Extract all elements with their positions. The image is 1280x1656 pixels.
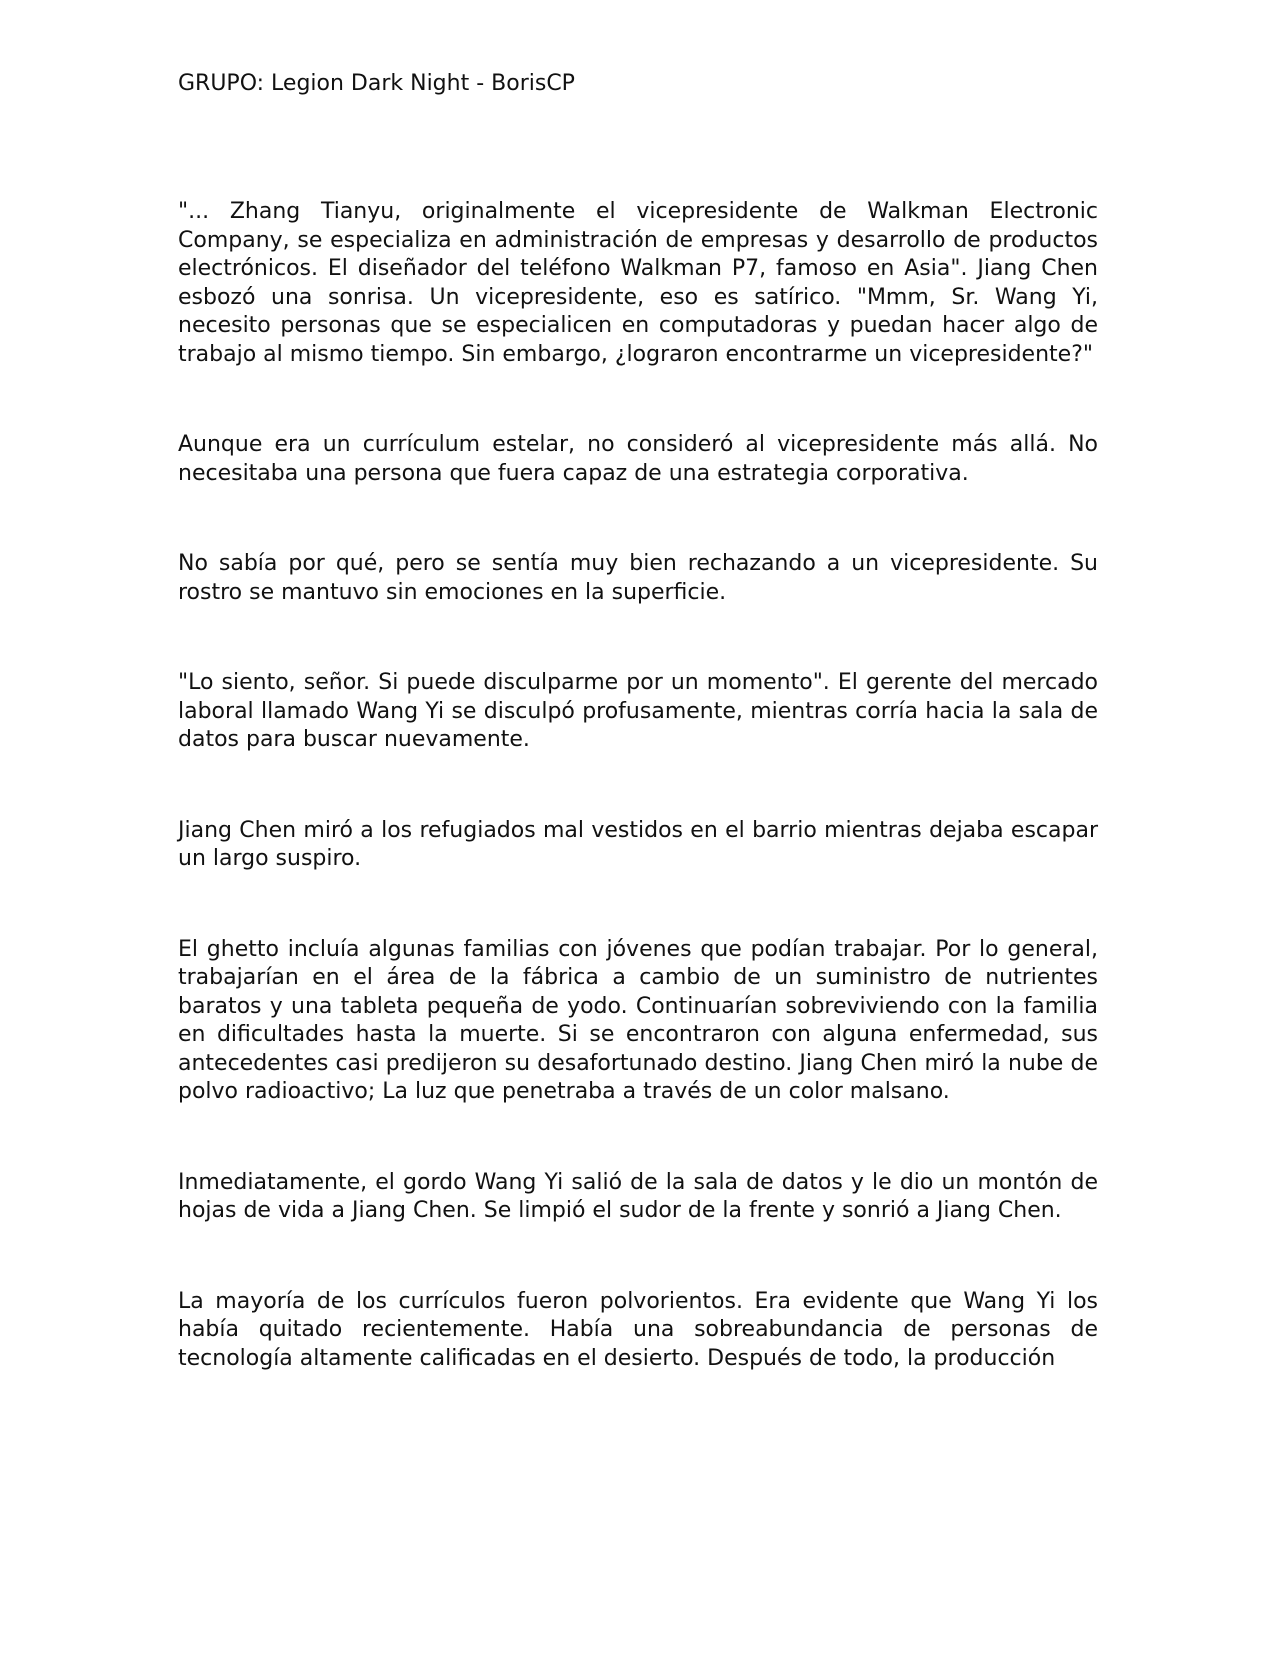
group-header: GRUPO: Legion Dark Night - BorisCP bbox=[178, 71, 575, 96]
document-body bbox=[178, 198, 1098, 1373]
paragraph: "... Zhang Tianyu, originalmente el vicepresidente de Walkman Electronic Company, se especializa en administración de empresas y desarrollo de productos electrónicos. El diseñador del teléfono Walkman P7, famoso en Asia". Jiang Chen esbozó una sonrisa. Un vicepresidente, eso es satírico. "Mmm, Sr. Wang Yi, necesito personas que se especialicen en computadoras y puedan hacer algo de trabajo al mismo tiempo. Sin embargo, ¿lograron encontrarme un vicepresidente?" bbox=[178, 199, 1098, 367]
document-page bbox=[178, 70, 1098, 1435]
paragraph: "Lo siento, señor. Si puede disculparme por un momento". El gerente del mercado laboral llamado Wang Yi se disculpó profusamente, mientras corría hacia la sala de datos para buscar nuevamente. bbox=[178, 670, 1098, 752]
paragraph: El ghetto incluía algunas familias con jóvenes que podían trabajar. Por lo general, trabajarían en el área de la fábrica a cambio de un suministro de nutrientes baratos y una tableta pequeña de yodo. Continuarían sobreviviendo con la familia en dificultades hasta la muerte. Si se encontraron con alguna enfermedad, sus antecedentes casi predijeron su desafortunado destino. Jiang Chen miró la nube de polvo radioactivo; La luz que penetraba a través de un color malsano. bbox=[178, 936, 1098, 1104]
paragraph: No sabía por qué, pero se sentía muy bien rechazando a un vicepresidente. Su rostro se mantuvo sin emociones en la superficie. bbox=[178, 551, 1098, 605]
paragraph: La mayoría de los currículos fueron polvorientos. Era evidente que Wang Yi los había quitado recientemente. Había una sobreabundancia de personas de tecnología altamente calificadas en el desierto. Después de todo, la producción bbox=[178, 1288, 1098, 1371]
paragraph: Jiang Chen miró a los refugiados mal vestidos en el barrio mientras dejaba escapar un largo suspiro. bbox=[178, 817, 1098, 871]
paragraph: Inmediatamente, el gordo Wang Yi salió de la sala de datos y le dio un montón de hojas de vida a Jiang Chen. Se limpió el sudor de la frente y sonrió a Jiang Chen. bbox=[178, 1169, 1098, 1223]
paragraph: Aunque era un currículum estelar, no consideró al vicepresidente más allá. No necesitaba una persona que fuera capaz de una estrategia corporativa. bbox=[178, 432, 1098, 486]
